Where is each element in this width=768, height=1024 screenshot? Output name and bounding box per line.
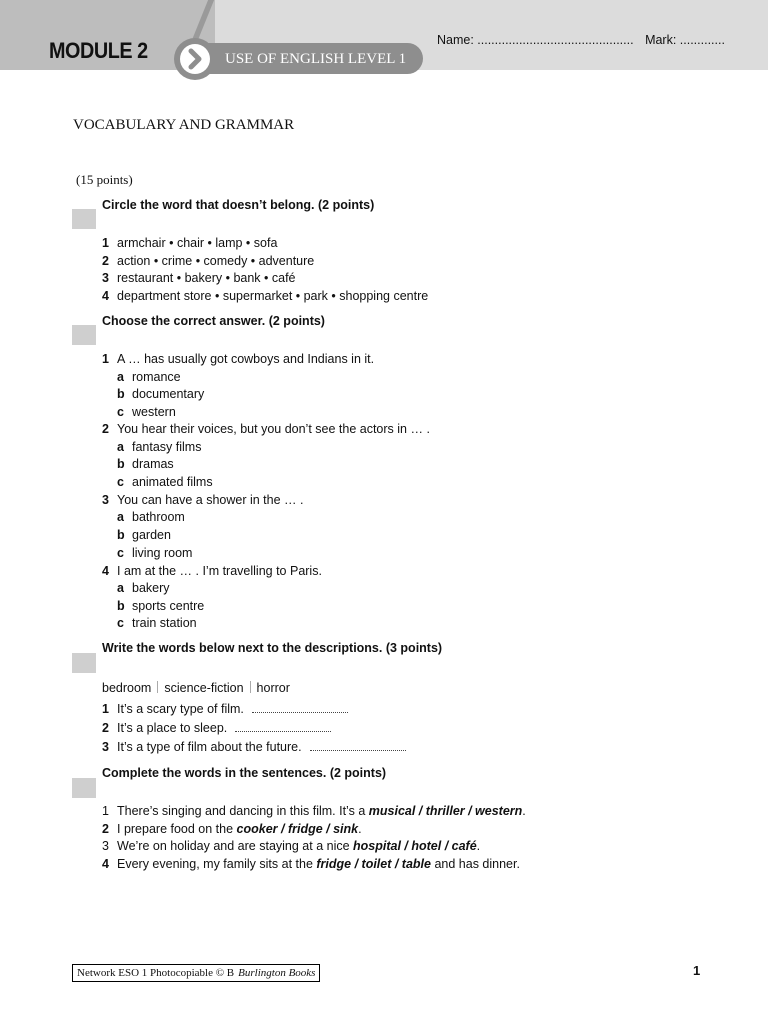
exercise-instruction: Circle the word that doesn’t belong. (2 points) [102, 198, 375, 212]
option-text: dramas [132, 457, 174, 471]
item-number: 1 [102, 702, 109, 716]
option-letter: b [117, 387, 125, 401]
item-text: armchair • chair • lamp • sofa [117, 236, 278, 250]
question [102, 352, 374, 366]
list-item [102, 740, 406, 754]
item-text: action • crime • comedy • adventure [117, 254, 315, 268]
option-letter: c [117, 475, 124, 489]
item-number: 1 [102, 804, 109, 818]
option-text: fantasy films [132, 440, 202, 454]
item-number: 3 [102, 493, 109, 507]
list-item [102, 822, 362, 836]
item-text: It’s a place to sleep. [117, 721, 228, 735]
option-letter: b [117, 599, 125, 613]
answer-option[interactable] [117, 457, 174, 471]
sentence-start: We’re on holiday and are staying at a nice [117, 839, 354, 853]
item-text: It’s a scary type of film. [117, 702, 244, 716]
option-text: romance [132, 370, 181, 384]
list-item [102, 839, 480, 853]
sentence-end: . [358, 822, 362, 836]
answer-option[interactable] [117, 599, 204, 613]
item-text: department store • supermarket • park • shopping centre [117, 289, 429, 303]
exercise-instruction: Complete the words in the sentences. (2 points) [102, 766, 387, 780]
answer-option[interactable] [117, 510, 185, 524]
question-text: You can have a shower in the … . [117, 493, 304, 507]
item-number: 1 [102, 236, 109, 250]
word-bank-item: science-fiction [164, 681, 244, 695]
item-number: 3 [102, 839, 109, 853]
answer-option[interactable] [117, 528, 171, 542]
word-bank-item: horror [256, 681, 290, 695]
option-letter: b [117, 528, 125, 542]
word-bank-item: bedroom [102, 681, 152, 695]
option-text: bakery [132, 581, 170, 595]
chevron-right-icon [182, 44, 208, 74]
publisher-name: Burlington Books [238, 967, 316, 979]
answer-blank[interactable] [310, 741, 406, 751]
list-item [102, 702, 348, 716]
item-number: 3 [102, 271, 109, 285]
list-item [102, 804, 526, 818]
option-letter: b [117, 457, 125, 471]
option-text: western [132, 405, 176, 419]
option-letter: a [117, 440, 124, 454]
option-text: sports centre [132, 599, 205, 613]
answer-blank[interactable] [252, 703, 348, 713]
item-number: 4 [102, 857, 109, 871]
list-item [102, 721, 331, 735]
item-number: 3 [102, 740, 109, 754]
sentence-end: and has dinner. [430, 857, 520, 871]
word-choices[interactable]: fridge / toilet / table [316, 857, 431, 871]
item-text: restaurant • bakery • bank • café [117, 271, 296, 285]
item-number: 4 [102, 564, 109, 578]
answer-option[interactable] [117, 405, 176, 419]
divider [250, 681, 251, 693]
option-letter: c [117, 546, 124, 560]
question [102, 564, 322, 578]
option-text: bathroom [132, 510, 185, 524]
sentence-start: I prepare food on the [117, 822, 237, 836]
answer-option[interactable] [117, 387, 204, 401]
sentence-end: . [476, 839, 481, 853]
sentence-end: . [522, 804, 526, 818]
sentence-start: Every evening, my family sits at the [117, 857, 317, 871]
section-points: (15 points) [76, 172, 133, 187]
score-box[interactable] [72, 325, 96, 345]
word-choices[interactable]: hospital / hotel / café [353, 839, 477, 853]
list-item [102, 857, 520, 871]
footer-copyright [72, 964, 320, 982]
item-number: 1 [102, 352, 109, 366]
name-mark-fields [437, 33, 725, 47]
answer-blank[interactable] [235, 722, 331, 732]
option-letter: c [117, 405, 124, 419]
word-bank [102, 681, 290, 695]
item-number: 4 [102, 289, 109, 303]
answer-option[interactable] [117, 546, 192, 560]
score-box[interactable] [72, 778, 96, 798]
question [102, 422, 430, 436]
sentence-start: There’s singing and dancing in this film. It’s a [117, 804, 369, 818]
question [102, 493, 303, 507]
section-title: VOCABULARY AND GRAMMAR [73, 117, 295, 133]
list-item [102, 236, 277, 250]
answer-option[interactable] [117, 616, 197, 630]
question-text: I am at the … . I’m travelling to Paris. [117, 564, 322, 578]
list-item [102, 254, 314, 268]
option-letter: a [117, 370, 124, 384]
answer-option[interactable] [117, 370, 181, 384]
copyright-text: Network ESO 1 Photocopiable © B [77, 967, 235, 979]
item-number: 2 [102, 254, 109, 268]
level-label: USE OF ENGLISH LEVEL 1 [225, 51, 407, 67]
word-choices[interactable]: musical / thriller / western [368, 804, 523, 818]
option-text: documentary [132, 387, 205, 401]
page-number: 1 [693, 963, 701, 978]
item-number: 2 [102, 721, 109, 735]
exercise-instruction: Choose the correct answer. (2 points) [102, 314, 325, 328]
mark-field[interactable]: Mark: ............. [645, 33, 725, 47]
option-text: garden [132, 528, 171, 542]
divider [157, 681, 158, 693]
exercise-instruction: Write the words below next to the descriptions. (3 points) [102, 641, 443, 655]
list-item [102, 289, 428, 303]
option-text: train station [132, 616, 197, 630]
option-letter: a [117, 581, 124, 595]
option-letter: a [117, 510, 124, 524]
name-field[interactable]: Name: ............................................. [437, 33, 634, 47]
answer-option[interactable] [117, 581, 170, 595]
score-box[interactable] [72, 209, 96, 229]
answer-option[interactable] [117, 440, 201, 454]
module-title: MODULE 2 [49, 38, 148, 63]
word-choices[interactable]: cooker / fridge / sink [236, 822, 359, 836]
question-text: A … has usually got cowboys and Indians in it. [117, 352, 375, 366]
score-box[interactable] [72, 653, 96, 673]
list-item [102, 271, 296, 285]
option-letter: c [117, 616, 124, 630]
answer-option[interactable] [117, 475, 213, 489]
question-text: You hear their voices, but you don’t see the actors in … . [117, 422, 430, 436]
item-number: 2 [102, 822, 109, 836]
item-text: It’s a type of film about the future. [117, 740, 302, 754]
item-number: 2 [102, 422, 109, 436]
option-text: living room [132, 546, 193, 560]
option-text: animated films [132, 475, 213, 489]
